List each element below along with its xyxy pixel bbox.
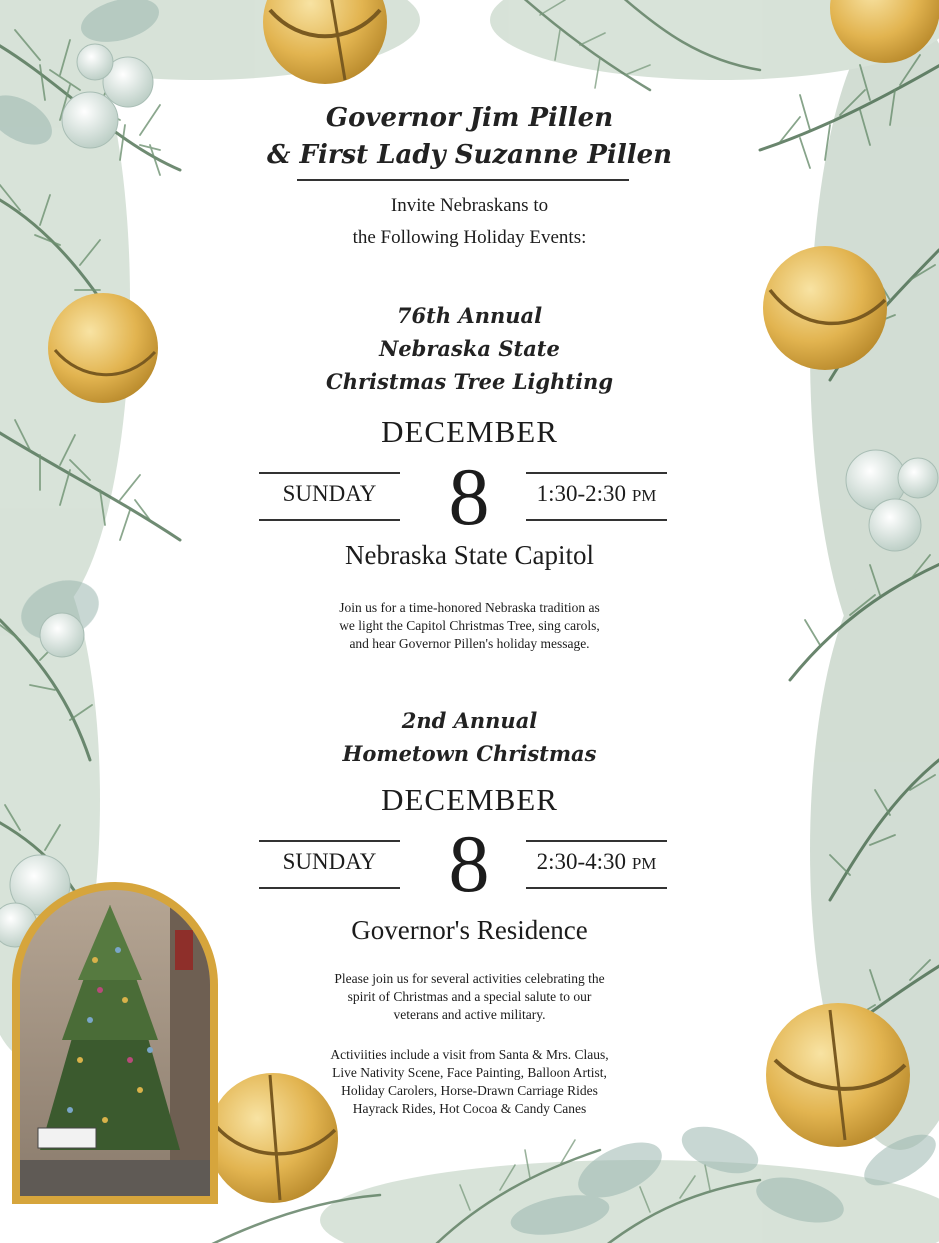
event-2-description-line-2: spirit of Christmas and a special salute to our	[347, 989, 592, 1004]
event-2-rule	[526, 840, 667, 842]
event-1-title-line-3: Christmas Tree Lighting	[325, 369, 614, 394]
event-1-description-line-1: Join us for a time-honored Nebraska tradition as	[339, 600, 600, 615]
event-2-month: DECEMBER	[381, 782, 558, 817]
invite-line-1: Invite Nebraskans to	[390, 195, 549, 216]
event-1-rule	[259, 519, 400, 521]
event-2-activities-line-1: Activiities include a visit from Santa & Mrs. Claus,	[330, 1047, 609, 1062]
event-1-weekday: SUNDAY	[282, 481, 377, 506]
event-1-time-range: 1:30-2:30	[536, 481, 627, 506]
event-2-time	[521, 849, 672, 875]
event-2-title-line-2: Hometown Christmas	[342, 741, 597, 766]
invite-line-2: the Following Holiday Events:	[352, 227, 587, 248]
event-1-time-suffix: PM	[631, 486, 657, 505]
event-2-venue: Governor's Residence	[351, 915, 588, 945]
event-2-title-line-1: 2nd Annual	[401, 708, 538, 733]
event-1-month: DECEMBER	[381, 414, 558, 449]
event-2-description-line-1: Please join us for several activities celebrating the	[334, 971, 605, 986]
event-2-rule	[526, 887, 667, 889]
host-name-governor: Governor Jim Pillen	[325, 103, 614, 133]
host-name-first-lady: & First Lady Suzanne Pillen	[266, 140, 673, 170]
event-2-rule	[259, 840, 400, 842]
event-2-weekday: SUNDAY	[282, 849, 377, 874]
event-2-activities-line-4: Hayrack Rides, Hot Cocoa & Candy Canes	[352, 1101, 587, 1116]
event-1-day: 8	[448, 451, 490, 542]
event-2-activities-line-3: Holiday Carolers, Horse-Drawn Carriage Rides	[341, 1083, 598, 1098]
event-2-day: 8	[448, 818, 490, 909]
header-divider	[297, 179, 629, 181]
event-2-time-range: 2:30-4:30	[536, 849, 627, 874]
event-2-activities-line-2: Live Nativity Scene, Face Painting, Balloon Artist,	[332, 1065, 607, 1080]
event-2-time-suffix: PM	[631, 854, 657, 873]
event-2-description-line-3: veterans and active military.	[393, 1007, 546, 1022]
event-1-rule	[526, 472, 667, 474]
event-1-time	[521, 481, 672, 507]
event-1-title-line-1: 76th Annual	[396, 303, 543, 328]
event-1-rule	[526, 519, 667, 521]
event-1-rule	[259, 472, 400, 474]
event-1-venue: Nebraska State Capitol	[345, 540, 594, 570]
event-1-title-line-2: Nebraska State	[379, 336, 560, 361]
event-1-description-line-2: we light the Capitol Christmas Tree, sing carols,	[339, 618, 600, 633]
event-2-rule	[259, 887, 400, 889]
event-1-description-line-3: and hear Governor Pillen's holiday message.	[349, 636, 590, 651]
